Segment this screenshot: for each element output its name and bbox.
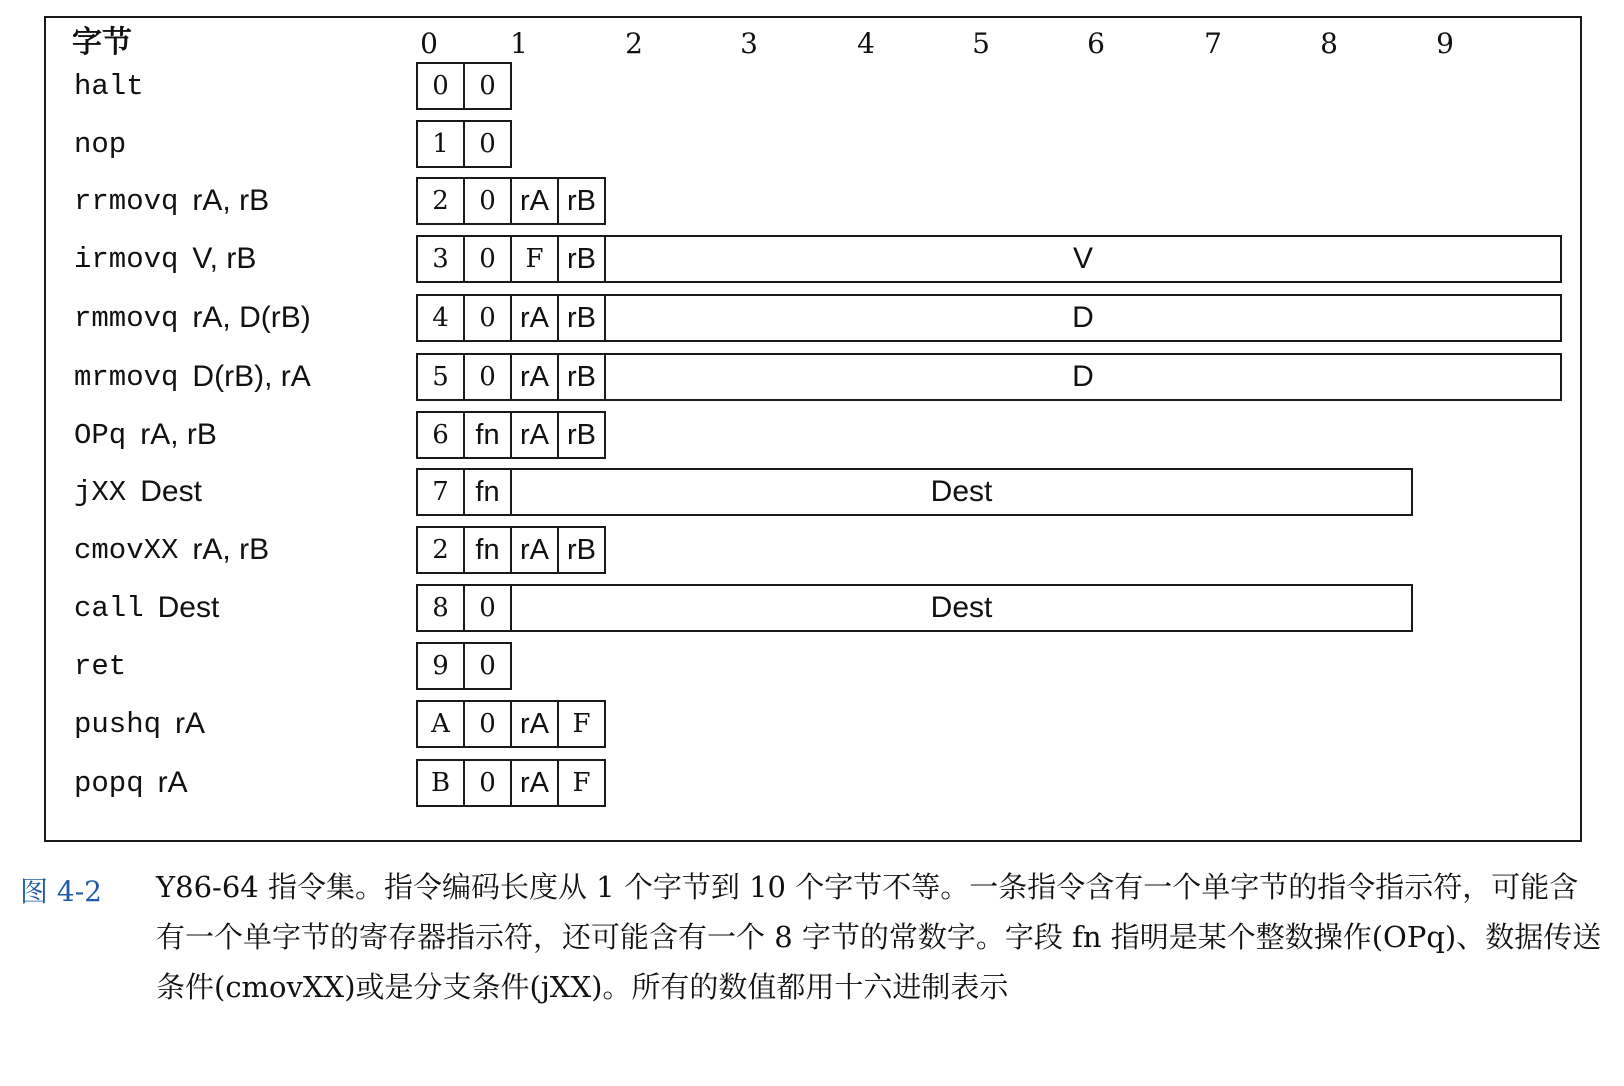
encoding-cell: 5 [416, 353, 465, 401]
instruction-operands: rA, D(rB) [192, 301, 311, 334]
instruction-mnemonic: popq [74, 766, 144, 800]
encoding-cell: F [510, 235, 559, 283]
encoding-bytes [416, 235, 1562, 283]
encoding-cell: 1 [416, 120, 465, 168]
encoding-bytes [416, 526, 606, 574]
byte-column-2: 2 [625, 27, 643, 60]
byte-column-4: 4 [857, 27, 875, 60]
encoding-cell: 9 [416, 642, 465, 690]
encoding-bytes [416, 353, 1562, 401]
instruction-operands: D(rB), rA [192, 360, 311, 393]
byte-column-3: 3 [740, 27, 758, 60]
encoding-bytes [416, 584, 1413, 632]
instruction-operands: rA [157, 766, 188, 799]
instruction-mnemonic: OPq [74, 418, 127, 452]
encoding-cell: fn [463, 468, 512, 516]
instruction-operands: V, rB [192, 242, 257, 275]
encoding-cell: 2 [416, 177, 465, 225]
constant-word-field: D [604, 353, 1562, 401]
encoding-cell: 0 [463, 62, 512, 110]
encoding-bytes [416, 759, 606, 807]
encoding-cell: 0 [463, 642, 512, 690]
instruction-syntax [74, 411, 217, 459]
encoding-cell: rA [510, 526, 559, 574]
encoding-cell: 4 [416, 294, 465, 342]
instruction-operands: rA, rB [192, 533, 270, 566]
encoding-cell: 8 [416, 584, 465, 632]
instruction-mnemonic: pushq [74, 707, 162, 741]
instruction-mnemonic: jXX [74, 475, 127, 509]
encoding-bytes [416, 468, 1413, 516]
byte-column-8: 8 [1320, 27, 1338, 60]
encoding-cell: B [416, 759, 465, 807]
caption-text: Y86-64 指令集。指令编码长度从 1 个字节到 10 个字节不等。一条指令含有一个单字节的指令指示符，可能含有一个单字节的寄存器指示符，还可能含有一个 8 字节的常数字。字段 fn 指明是某个整数操作(OPq)、数据传送条件(cmovXX)或是分支条件(jXX)。所有的数值都用十六进制表示 [156, 870, 1602, 1004]
encoding-cell: 0 [463, 584, 512, 632]
instruction-syntax [74, 235, 256, 283]
encoding-bytes [416, 62, 512, 110]
instruction-operands: rA, rB [192, 184, 270, 217]
instruction-syntax [74, 177, 269, 225]
encoding-cell: rB [557, 411, 606, 459]
encoding-cell: rA [510, 353, 559, 401]
instruction-syntax [74, 759, 188, 807]
encoding-cell: 0 [463, 353, 512, 401]
instruction-mnemonic: nop [74, 127, 127, 161]
bytes-header-label: 字节 [72, 25, 132, 60]
constant-word-field: D [604, 294, 1562, 342]
encoding-cell: rB [557, 294, 606, 342]
instruction-mnemonic: rmmovq [74, 301, 179, 335]
byte-column-7: 7 [1204, 27, 1222, 60]
encoding-cell: 0 [463, 177, 512, 225]
encoding-cell: rA [510, 177, 559, 225]
instruction-syntax [74, 62, 144, 110]
encoding-cell: 7 [416, 468, 465, 516]
instruction-mnemonic: ret [74, 649, 127, 683]
instruction-syntax [74, 120, 126, 168]
instruction-mnemonic: halt [74, 69, 144, 103]
instruction-syntax [74, 642, 126, 690]
instruction-syntax [74, 353, 311, 401]
instruction-operands: Dest [157, 591, 220, 624]
encoding-cell: rA [510, 759, 559, 807]
encoding-cell: 0 [463, 235, 512, 283]
instruction-syntax [74, 526, 269, 574]
encoding-cell: rB [557, 526, 606, 574]
constant-word-field: Dest [510, 468, 1413, 516]
encoding-bytes [416, 411, 606, 459]
instruction-syntax [74, 468, 202, 516]
encoding-cell: 0 [463, 700, 512, 748]
instruction-mnemonic: call [74, 591, 144, 625]
byte-column-5: 5 [972, 27, 990, 60]
encoding-bytes [416, 294, 1562, 342]
instruction-mnemonic: rrmovq [74, 184, 179, 218]
instruction-syntax [74, 584, 219, 632]
encoding-cell: 0 [416, 62, 465, 110]
encoding-cell: A [416, 700, 465, 748]
instruction-operands: rA, rB [140, 418, 217, 451]
encoding-cell: 0 [463, 759, 512, 807]
encoding-cell: rB [557, 177, 606, 225]
instruction-operands: rA [175, 707, 206, 740]
encoding-cell: 0 [463, 294, 512, 342]
encoding-cell: 6 [416, 411, 465, 459]
instruction-mnemonic: irmovq [74, 242, 179, 276]
instruction-syntax [74, 700, 205, 748]
instruction-encoding-figure [44, 16, 1582, 842]
encoding-cell: rB [557, 353, 606, 401]
byte-column-9: 9 [1436, 27, 1454, 60]
byte-column-0: 0 [420, 27, 438, 60]
encoding-bytes [416, 177, 606, 225]
encoding-cell: rA [510, 700, 559, 748]
encoding-cell: rB [557, 235, 606, 283]
encoding-bytes [416, 700, 606, 748]
encoding-bytes [416, 120, 512, 168]
encoding-cell: 0 [463, 120, 512, 168]
caption-label: 图 4-2 [20, 875, 102, 908]
constant-word-field: V [604, 235, 1562, 283]
encoding-cell: 3 [416, 235, 465, 283]
instruction-syntax [74, 294, 311, 342]
encoding-cell: rA [510, 294, 559, 342]
encoding-cell: F [557, 759, 606, 807]
encoding-cell: F [557, 700, 606, 748]
encoding-bytes [416, 642, 512, 690]
instruction-operands: Dest [140, 475, 202, 508]
encoding-cell: fn [463, 526, 512, 574]
encoding-cell: rA [510, 411, 559, 459]
byte-column-6: 6 [1087, 27, 1105, 60]
instruction-mnemonic: cmovXX [74, 533, 179, 567]
constant-word-field: Dest [510, 584, 1413, 632]
instruction-mnemonic: mrmovq [74, 360, 179, 394]
byte-column-1: 1 [510, 27, 528, 60]
encoding-cell: fn [463, 411, 512, 459]
encoding-cell: 2 [416, 526, 465, 574]
